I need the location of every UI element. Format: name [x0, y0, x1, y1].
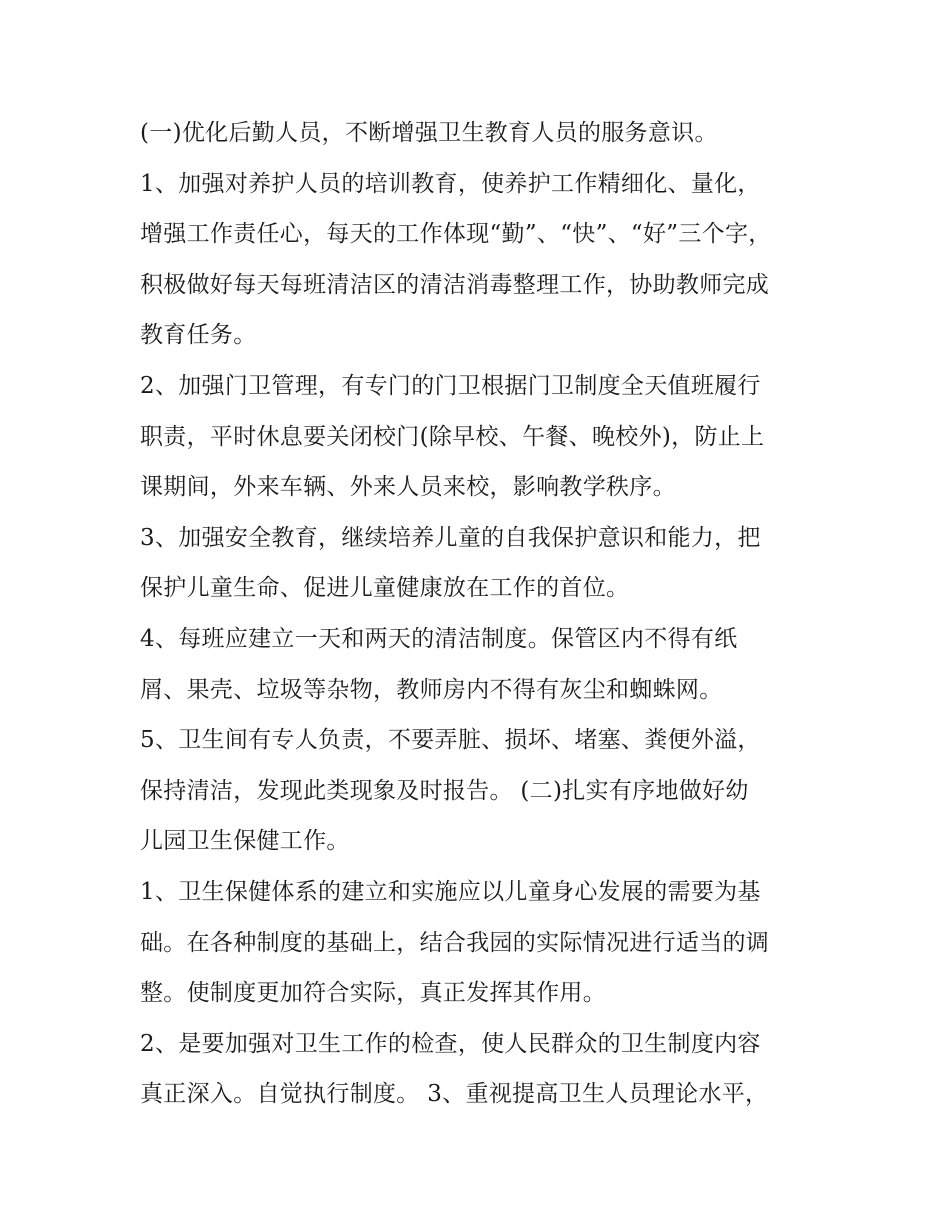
- text-line: 积极做好每天每班清洁区的清洁消毒整理工作，协助教师完成: [140, 271, 770, 298]
- text-line: (一)优化后勤人员，不断增强卫生教育人员的服务意识。: [140, 120, 718, 146]
- text-line: 职责，平时休息要关闭校门(除早校、午餐、晚校外)，防止上: [140, 423, 765, 450]
- text-line: 3、加强安全教育，继续培养儿童的自我保护意识和能力，把: [140, 524, 761, 551]
- text-line: 5、卫生间有专人负责，不要弄脏、损坏、堵塞、粪便外溢，: [140, 727, 761, 754]
- text-line: 儿园卫生保健工作。: [140, 828, 350, 855]
- text-line: 保持清洁，发现此类现象及时报告。 (二)扎实有序地做好幼: [140, 777, 749, 804]
- text-line: 2、是要加强对卫生工作的检查，使人民群众的卫生制度内容: [140, 1030, 761, 1057]
- text-line: 1、加强对养护人员的培训教育，使养护工作精细化、量化，: [140, 170, 761, 197]
- text-line: 增强工作责任心，每天的工作体现“勤”、“快”、“好”三个字，: [140, 221, 772, 248]
- text-line: 屑、果壳、垃圾等杂物，教师房内不得有灰尘和蜘蛛网。: [140, 676, 723, 703]
- text-line: 课期间，外来车辆、外来人员来校，影响教学秩序。: [140, 474, 676, 501]
- text-line: 教育任务。: [140, 322, 257, 349]
- text-line: 1、卫生保健体系的建立和实施应以儿童身心发展的需要为基: [140, 878, 761, 905]
- text-line: 保护儿童生命、促进儿童健康放在工作的首位。: [140, 575, 630, 602]
- document-body: [140, 108, 820, 1120]
- text-line: 础。在各种制度的基础上，结合我园的实际情况进行适当的调: [140, 929, 770, 956]
- text-line: 2、加强门卫管理，有专门的门卫根据门卫制度全天值班履行: [140, 372, 761, 399]
- text-line: 4、每班应建立一天和两天的清洁制度。保管区内不得有纸: [140, 625, 738, 652]
- text-line: 真正深入。自觉执行制度。 3、重视提高卫生人员理论水平，: [140, 1081, 769, 1108]
- text-line: 整。使制度更加符合实际，真正发挥其作用。: [140, 980, 606, 1007]
